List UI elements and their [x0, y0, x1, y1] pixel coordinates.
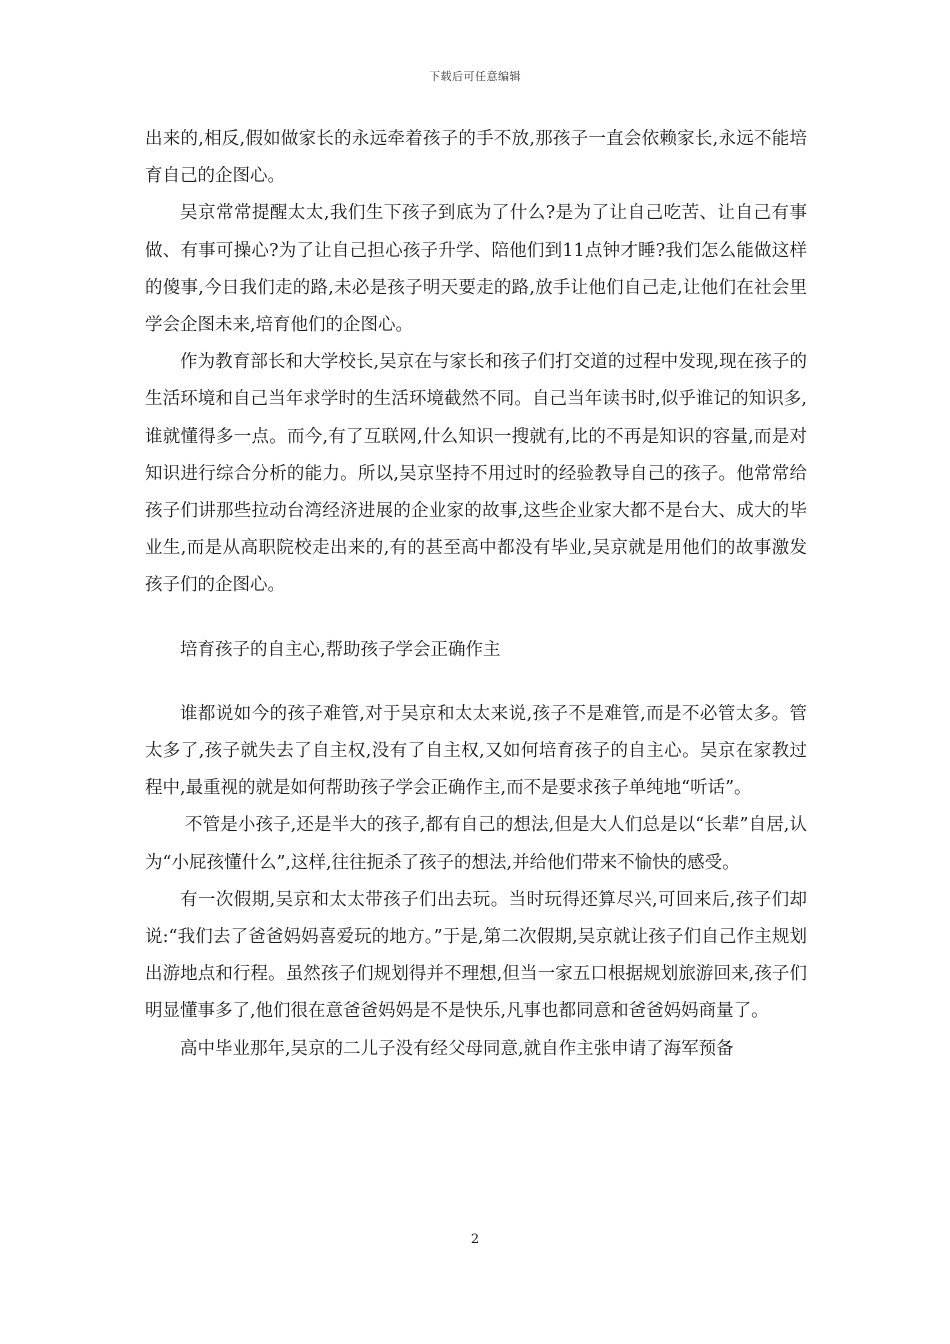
paragraph: 高中毕业那年,吴京的二儿子没有经父母同意,就自作主张申请了海军预备: [180, 1038, 734, 1059]
document-body: [145, 121, 807, 1068]
paragraph: 不管是小孩子,还是半大的孩子,都有自己的想法,但是大人们总是以“长辈”自居,认为“小屁孩懂什么”,这样,往往扼杀了孩子的想法,并给他们带来不愉快的感受。: [145, 815, 807, 873]
paragraph: 吴京常常提醒太太,我们生下孩子到底为了什么?是为了让自己吃苦、让自己有事做、有事可操心?为了让自己担心孩子升学、陪他们到11点钟才睡?我们怎么能做这样的傻事,今日我们走的路,未必是孩子明天要走的路,放手让他们自己走,让他们在社会里学会企图未来,培育他们的企图心。: [145, 203, 807, 336]
paragraph: 有一次假期,吴京和太太带孩子们出去玩。当时玩得还算尽兴,可回来后,孩子们却说:“我们去了爸爸妈妈喜爱玩的地方。”于是,第二次假期,吴京就让孩子们自己作主规划出游地点和行程。虽然孩子们规划得并不理想,但当一家五口根据规划旅游回来,孩子们明显懂事多了,他们很在意爸爸妈妈是不是快乐,凡事也都同意和爸爸妈妈商量了。: [145, 889, 807, 1022]
section-heading: 培育孩子的自主心,帮助孩子学会正确作主: [180, 639, 501, 660]
paragraph: 作为教育部长和大学校长,吴京在与家长和孩子们打交道的过程中发现,现在孩子的生活环境和自己当年求学时的生活环境截然不同。自己当年读书时,似乎谁记的知识多,谁就懂得多一点。而今,有了互联网,什么知识一搜就有,比的不再是知识的容量,而是对知识进行综合分析的能力。所以,吴京坚持不用过时的经验教导自己的孩子。他常常给孩子们讲那些拉动台湾经济进展的企业家的故事,这些企业家大都不是台大、成大的毕业生,而是从高职院校走出来的,有的甚至高中都没有毕业,吴京就是用他们的故事激发孩子们的企图心。: [145, 352, 807, 596]
paragraph-continuation: 出来的,相反,假如做家长的永远牵着孩子的手不放,那孩子一直会依赖家长,永远不能培育自己的企图心。: [145, 129, 807, 187]
paragraph: 谁都说如今的孩子难管,对于吴京和太太来说,孩子不是难管,而是不必管太多。管太多了,孩子就失去了自主权,没有了自主权,又如何培育孩子的自主心。吴京在家教过程中,最重视的就是如何帮助孩子学会正确作主,而不是要求孩子单纯地“听话”。: [145, 703, 807, 799]
page-header: 下载后可任意编辑: [429, 70, 521, 83]
page-number: 2: [470, 1232, 480, 1247]
